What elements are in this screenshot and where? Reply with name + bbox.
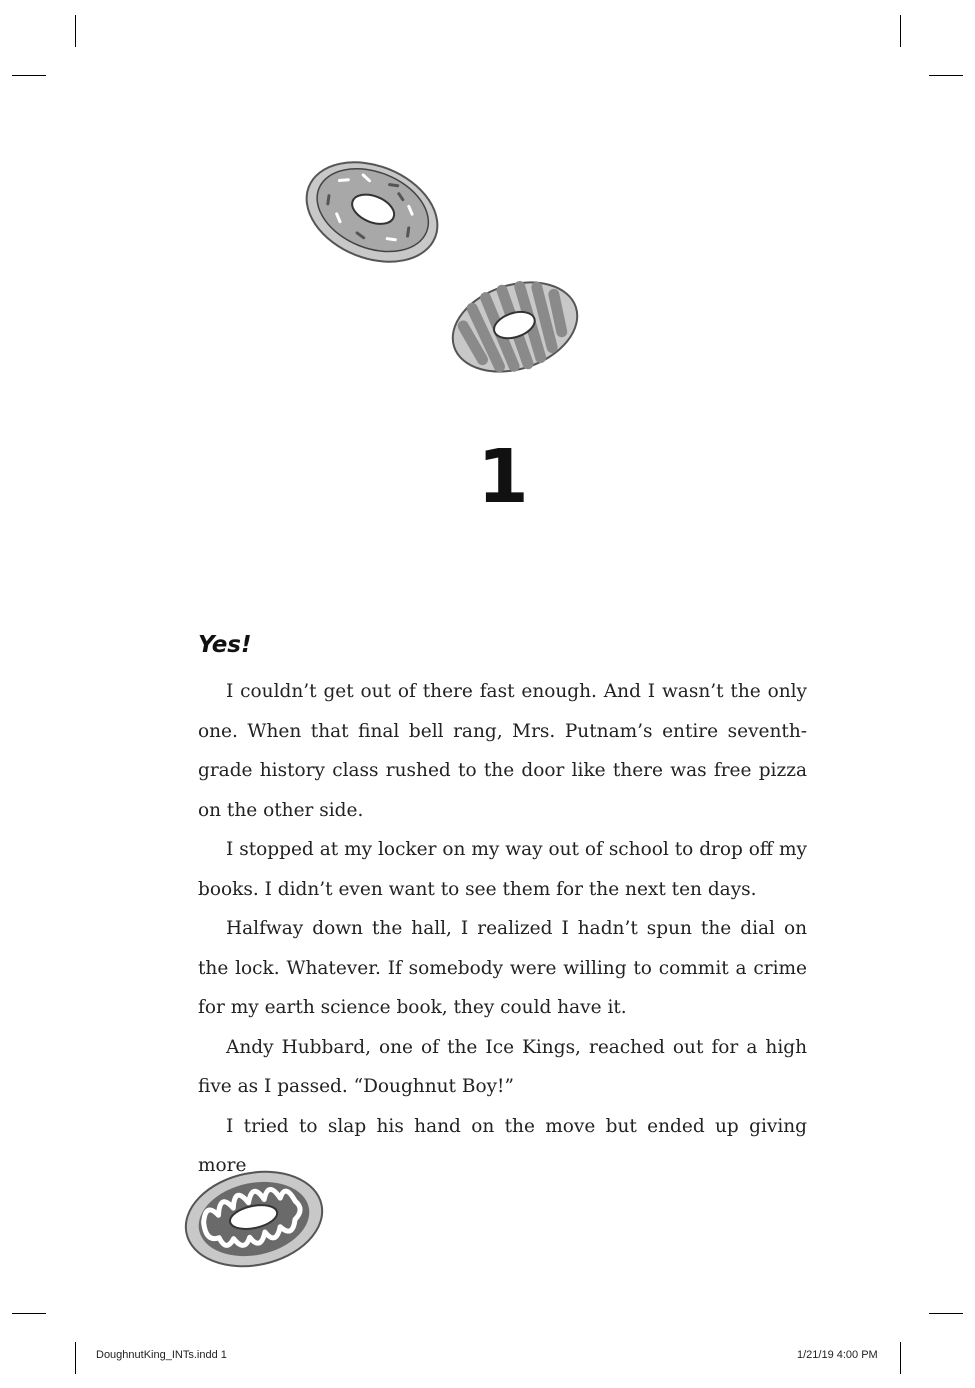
paragraph: I tried to slap his hand on the move but ended up giving more xyxy=(198,1115,807,1176)
crop-mark-top-left xyxy=(75,15,76,47)
crop-mark-top-right xyxy=(900,15,901,47)
crop-mark-bottom-right-h xyxy=(929,1313,963,1314)
paragraph: I couldn’t get out of there fast enough. And I wasn’t the only one. When that final bell rang, Mrs. Putnam’s entire seventh-grade history class rushed to the door like there was free pizza on the other side. xyxy=(198,681,807,821)
crop-mark-top-right-h xyxy=(929,75,963,76)
crop-mark-bottom-left xyxy=(75,1342,76,1374)
chapter-number: 1 xyxy=(477,434,527,520)
slug-datetime: 1/21/19 4:00 PM xyxy=(797,1349,878,1361)
crop-mark-bottom-left-h xyxy=(12,1313,46,1314)
paragraph: Halfway down the hall, I realized I hadn’t spun the dial on the lock. Whatever. If somebody were willing to commit a crime for my earth science book, they could have it. xyxy=(198,918,807,1018)
crop-mark-bottom-right xyxy=(900,1342,901,1374)
chapter-body xyxy=(198,672,807,1186)
paragraph: Andy Hubbard, one of the Ice Kings, reached out for a high five as I passed. “Doughnut Boy!” xyxy=(198,1036,807,1097)
crop-mark-top-left-h xyxy=(12,75,46,76)
paragraph: I stopped at my locker on my way out of school to drop off my books. I didn’t even want to see them for the next ten days. xyxy=(198,839,807,900)
drizzle-donut-illustration xyxy=(180,1162,328,1277)
chapter-opener: Yes! xyxy=(198,632,252,658)
zigzag-donut-illustration xyxy=(448,272,583,382)
slug-filename: DoughnutKing_INTs.indd 1 xyxy=(96,1349,227,1361)
sprinkled-donut-illustration xyxy=(300,155,445,270)
